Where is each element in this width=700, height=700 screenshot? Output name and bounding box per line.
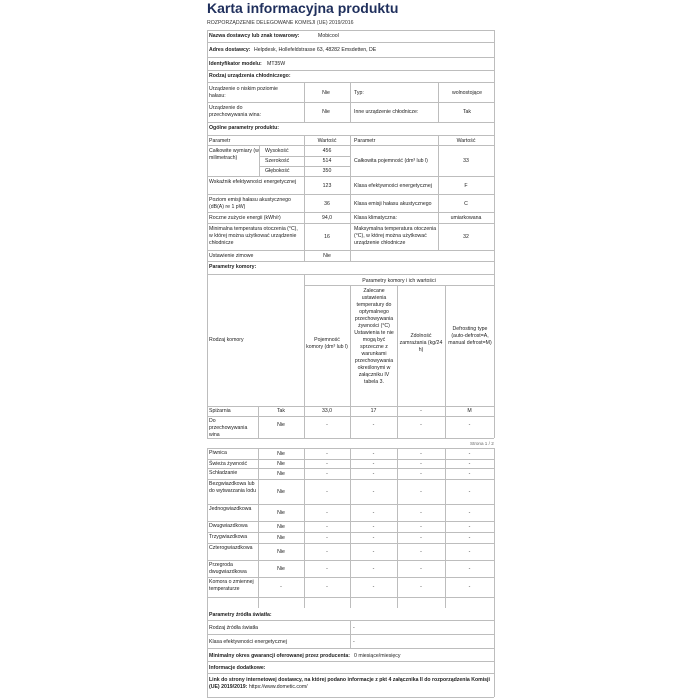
eei-label: Wskaźnik efektywności energetycznej — [209, 179, 297, 185]
row-defrost: - — [468, 422, 471, 428]
row-freeze: - — [420, 584, 422, 590]
additional-link-label: Link do strony internetowej dostawcy, na której podano informacje z pkt 4 załącznika II do rozporządzenia Komisji (UE) 2019/2019: — [209, 677, 490, 690]
col-defrost-type: Defrosting type (auto-defrost=A, manual defrost=M) — [448, 326, 492, 346]
row-name: Schładzanie — [209, 470, 238, 476]
row-name: Bezgwiazdkowa lub do wytwarzania lodu — [209, 481, 257, 494]
width-label: Szerokość — [265, 158, 290, 164]
compartments-group-header: Parametry komory i ich wartości — [362, 278, 436, 284]
row-defrost: - — [468, 451, 471, 457]
row-present: Nie — [277, 566, 285, 572]
row-name: Spiżarnia — [209, 408, 231, 414]
noise-class-label: Klasa emisji hałasu akustycznego — [354, 201, 432, 207]
col-param-2: Parametr — [354, 138, 376, 144]
row-freeze: - — [420, 549, 422, 555]
dimensions-label: Całkowite wymiary (w milimetrach) — [209, 148, 259, 161]
row-defrost: - — [468, 535, 471, 541]
row-present: Nie — [277, 471, 285, 477]
row-defrost: - — [468, 471, 471, 477]
row-volume: - — [326, 451, 328, 457]
row-volume: - — [326, 471, 328, 477]
row-defrost: - — [468, 584, 471, 590]
row-name: Dwugwiazdkowa — [209, 523, 248, 529]
row-temp: - — [372, 549, 375, 555]
model-value: MT35W — [267, 61, 286, 67]
row-volume: - — [326, 584, 328, 590]
row-temp: - — [372, 422, 375, 428]
row-present: Nie — [277, 524, 285, 530]
row-temp: 17 — [370, 408, 377, 414]
row-volume: - — [326, 422, 328, 428]
col-value-2: Wartość — [456, 138, 476, 144]
height-label: Wysokość — [265, 148, 289, 154]
row-volume: - — [326, 535, 328, 541]
type-label: Typ: — [354, 90, 364, 96]
noise-class-value: C — [464, 201, 468, 207]
row-freeze: - — [420, 489, 422, 495]
row-name: Trzygwiazdkowa — [209, 534, 248, 540]
row-volume: 33,0 — [321, 408, 333, 414]
energy-class-label: Klasa efektywności energetycznej — [354, 183, 432, 189]
supplier-name-value: Mobicool — [318, 33, 339, 39]
col-freezing-capacity: Zdolność zamrażania (kg/24 h) — [399, 333, 443, 353]
low-noise-value: Nie — [322, 90, 330, 96]
row-name: Komora o zmiennej temperaturze — [209, 579, 254, 592]
winter-label: Ustawienie zimowe — [209, 253, 254, 259]
row-defrost: - — [468, 461, 471, 467]
row-present: Nie — [277, 535, 285, 541]
row-name: Czterogwiazdkowa — [209, 545, 253, 551]
row-defrost: - — [468, 489, 471, 495]
noise-value: 36 — [324, 201, 330, 207]
general-heading: Ogólne parametry produktu: — [209, 125, 280, 131]
row-freeze: - — [420, 535, 422, 541]
supplier-name-label: Nazwa dostawcy lub znak towarowy: — [209, 33, 300, 39]
row-present: Nie — [277, 510, 285, 516]
row-defrost: - — [468, 566, 471, 572]
volume-value: 33 — [463, 158, 469, 164]
width-value: 514 — [322, 158, 332, 164]
row-present: Nie — [277, 461, 285, 467]
energy-class-value: F — [464, 183, 468, 189]
max-temp-label: Maksymalna temperatura otoczenia (°C), w której można użytkować urządzenie chłodnicze — [354, 226, 437, 246]
row-defrost: - — [468, 524, 471, 530]
other-device-label: Inne urządzenie chłodnicze: — [354, 109, 419, 115]
height-value: 456 — [322, 148, 332, 154]
depth-value: 350 — [322, 168, 332, 174]
row-freeze: - — [420, 461, 422, 467]
row-defrost: - — [468, 549, 471, 555]
supplier-address-label: Adres dostawcy: — [209, 47, 251, 53]
row-present: - — [280, 584, 282, 590]
row-freeze: - — [420, 524, 422, 530]
row-volume: - — [326, 510, 328, 516]
max-temp-value: 32 — [463, 234, 469, 240]
supplier-address-value: Helpdesk, Hollefeldstrasse 63, 48282 Emsdetten, DE — [254, 47, 377, 53]
light-heading: Parametry źródła światła: — [209, 612, 272, 618]
col-compartment-type: Rodzaj komory — [209, 337, 244, 343]
col-param: Parametr — [209, 138, 231, 144]
row-name: Do przechowywania wina — [209, 418, 248, 438]
row-freeze: - — [420, 510, 422, 516]
row-defrost: M — [467, 408, 472, 414]
col-compartment-volume: Pojemność komory (dm³ lub l) — [306, 337, 348, 350]
depth-label: Głębokość — [265, 168, 290, 174]
row-present: Nie — [277, 489, 285, 495]
row-temp: - — [372, 566, 375, 572]
row-defrost: - — [468, 510, 471, 516]
row-temp: - — [372, 535, 375, 541]
row-freeze: - — [420, 408, 422, 414]
additional-heading: Informacje dodatkowe: — [209, 665, 266, 671]
page-title: Karta informacyjna produktu — [207, 0, 399, 16]
climate-value: umiarkowana — [450, 215, 482, 221]
row-freeze: - — [420, 422, 422, 428]
winter-value: Nie — [323, 253, 331, 259]
wine-device-label: Urządzenie do przechowywania wina: — [209, 105, 261, 118]
other-device-value: Tak — [462, 109, 472, 115]
compartments-heading: Parametry komory: — [209, 264, 257, 270]
row-present: Nie — [277, 549, 285, 555]
annual-energy-value: 94,0 — [321, 215, 333, 221]
row-volume: - — [326, 461, 328, 467]
row-volume: - — [326, 566, 328, 572]
wine-device-value: Nie — [322, 109, 330, 115]
additional-link-row — [209, 677, 494, 691]
row-freeze: - — [420, 451, 422, 457]
additional-link-value[interactable]: https://www.dometic.com/ — [248, 684, 308, 690]
min-temp-value: 16 — [324, 234, 330, 240]
volume-label: Całkowita pojemność (dm³ lub l) — [354, 158, 428, 164]
noise-label: Poziom emisji hałasu akustycznego (dB(A) re 1 pW) — [209, 197, 291, 210]
min-temp-label: Minimalna temperatura otoczenia (°C), w której można użytkować urządzenie chłodnicze — [209, 226, 298, 246]
light-class-label: Klasa efektywności energetycznej — [209, 639, 287, 645]
climate-label: Klasa klimatyczna: — [354, 215, 397, 221]
row-volume: - — [326, 524, 328, 530]
row-temp: - — [372, 471, 375, 477]
row-name: Jednogwiazdkowa — [209, 506, 252, 512]
col-value: Wartość — [317, 138, 337, 144]
row-name: Świeża żywność — [209, 461, 248, 467]
row-freeze: - — [420, 471, 422, 477]
col-recommended-temp: Zalecane ustawienia temperatury do optymalnego przechowywania żywności (°C) Ustawienia te nie mogą być sprzeczne z warunkami przechowywania określonymi w załączniku IV tabela 3. — [354, 288, 394, 385]
eei-value: 123 — [322, 183, 332, 189]
page-number: Strona 1 / 2 — [470, 441, 494, 446]
row-temp: - — [372, 510, 375, 516]
model-label: Identyfikator modelu: — [209, 61, 262, 67]
row-name: Przegroda dwugwiazdkowa — [209, 562, 247, 575]
row-present: Nie — [277, 422, 285, 428]
device-type-heading: Rodzaj urządzenia chłodniczego: — [209, 73, 291, 79]
annual-energy-label: Roczne zużycie energii (kWh/r) — [209, 215, 281, 221]
warranty-label: Minimalny okres gwarancji oferowanej przez producenta: — [209, 653, 350, 659]
low-noise-label: Urządzenie o niskim poziomie hałasu: — [209, 86, 278, 99]
warranty-value: 0 miesiące/miesięcy — [354, 653, 401, 659]
row-volume: - — [326, 489, 328, 495]
row-freeze: - — [420, 566, 422, 572]
light-class-value: - — [353, 639, 355, 645]
row-temp: - — [372, 461, 375, 467]
row-temp: - — [372, 451, 375, 457]
row-temp: - — [372, 489, 375, 495]
row-present: Tak — [276, 408, 286, 414]
row-temp: - — [372, 524, 375, 530]
row-volume: - — [326, 549, 328, 555]
light-type-label: Rodzaj źródła światła — [209, 625, 259, 631]
regulation-subtitle: ROZPORZĄDZENIE DELEGOWANE KOMISJI (UE) 2019/2016 — [207, 20, 354, 26]
light-type-value: - — [353, 625, 355, 631]
row-temp: - — [372, 584, 375, 590]
row-name: Piwnica — [209, 450, 227, 456]
type-value: wolnostojące — [452, 90, 482, 96]
row-present: Nie — [277, 451, 285, 457]
